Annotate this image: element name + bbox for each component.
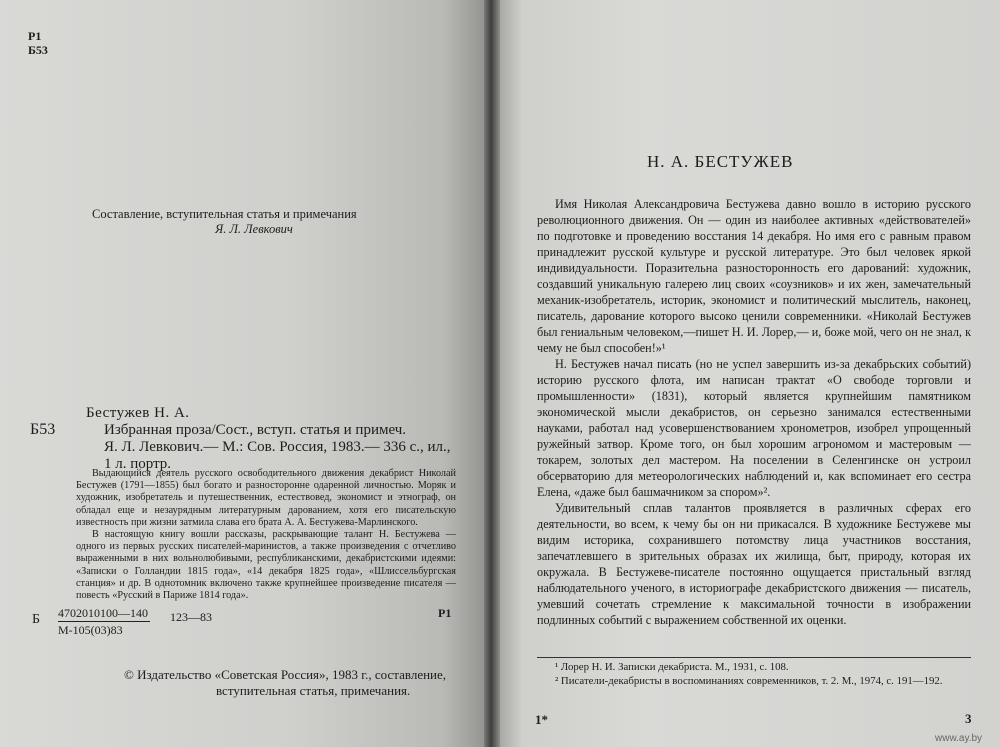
catalog-line: Я. Л. Левкович.— М.: Сов. Россия, 1983.— 336 с., ил., [104,439,451,455]
compiler-name: Я. Л. Левкович [215,222,293,236]
book-code-denominator: М-105(03)83 [58,623,123,637]
footnote-separator [537,657,971,658]
chapter-body [537,196,971,628]
catalog-line: 1 л. портр. [104,456,172,472]
book-code-fraction-line [58,621,150,622]
book-annotation [76,468,456,602]
book-code-numerator: 4702010100—140 [58,606,148,620]
chapter-title: Н. А. БЕСТУЖЕВ [647,152,794,171]
watermark: www.ay.by [935,733,983,744]
body-paragraph: Имя Николая Александровича Бестужева давно вошло в историю русского революционного движения. Он — один из наиболее активных «действователей» по подготовке и проведению восстания 14 декабря. Но имя его с равным правом принадлежит русской культуре и русской литературе. Это был человек яркой индивидуальности. Поразительна разносторонность его дарований: художник, создавший уникальную галерею лиц своих «соузников» и их жен, замечательный механик-изобретатель, историк, экономист и политический мыслитель, наконец, писатель, дарование которого высоко ценили современники. «Николай Бестужев был гениальным человеком,—пишет Н. И. Лорер,— и, боже мой, чего он не знал, к чему не был способен!»¹ [537,197,971,355]
body-paragraph: Удивительный сплав талантов проявляется в различных сферах его деятельности, во всем, к чему бы он ни прикасался. В художнике Бестужеве мы видим историка, сохранившего потомству лица участников восстания, запечатлевшего в зрительных образах их жилища, быт, природу, которая их окружала. В Бестужеве-писателе постоянно ощущается пристальный взгляд наблюдательного ученого, в историографе декабристского движения — писатель, умевший сочетать стремление к максимальной точности в изображении подлинных событий с выражением собственной их оценки. [537,501,971,627]
left-page [0,0,492,747]
catalog-index: Б53 [30,421,56,438]
book-gutter [484,0,500,747]
footnote: ¹ Лорер Н. И. Записки декабриста. М., 1931, с. 108. [555,661,789,673]
annotation-paragraph: Выдающийся деятель русского освободительного движения декабрист Николай Бестужев (1791—1855) был богато и разносторонне одаренной личностью. Моряк и художник, изобретатель и путешественник, естествовед, экономист и этнограф, он обладал еще и незаурядным литературным дарованием, хотя его писательскую известность при жизни затмила слава его брата А. А. Бестужева-Марлинского. [76,468,456,528]
body-paragraph: Н. Бестужев начал писать (но не успел завершить из-за декабрьских событий) историю русского флота, им написан трактат «О свободе торговли и промышленности» (1831), который является крупнейшим памятником экономической мысли декабристов, он серьезно занимался естественными науками, работал над усовершенствованием хронометров, изобрел упрощенный ружейный затвор. Кроме того, он был хорошим агрономом и мастеровым — токарем, золотых дел мастером. На поселении в Селенгинске он устроил обсерваторию для метеорологических наблюдений и, как вспоминает его сестра Елена, «даже был башмачником за спором»². [537,357,971,499]
classification-code-b53: Б53 [28,43,48,57]
catalog-line: Избранная проза/Сост., вступ. статья и примеч. [104,422,407,438]
book-code-rest: 123—83 [170,610,212,624]
classification-code-r1: Р1 [28,29,42,43]
footnote: ² Писатели-декабристы в воспоминаниях современников, т. 2. М., 1974, с. 191—192. [555,675,943,687]
book-code-letter: Б [32,612,41,627]
page-number: 3 [965,711,972,726]
compiler-credit: Составление, вступительная статья и примечания [92,207,357,221]
signature-mark: 1* [535,712,548,727]
footnotes [537,660,971,688]
book-code-suffix: Р1 [438,606,452,620]
right-page [492,0,1000,747]
copyright-line: вступительная статья, примечания. [216,683,411,698]
copyright-line: © Издательство «Советская Россия», 1983 г., составление, [124,667,447,682]
catalog-author: Бестужев Н. А. [86,405,190,421]
annotation-paragraph: В настоящую книгу вошли рассказы, раскрывающие талант Н. Бестужева — одного из первых русских писателей-маринистов, а также произведения с отчетливо выраженными в них вольнолюбивыми, республиканскими, декабристскими идеями: «Записки о Голландии 1815 года», «14 декабря 1825 года», «Шлиссельбургская станция» и др. В однотомник включено также крупнейшее произведение писателя — повесть «Русский в Париже 1814 года». [76,529,456,602]
